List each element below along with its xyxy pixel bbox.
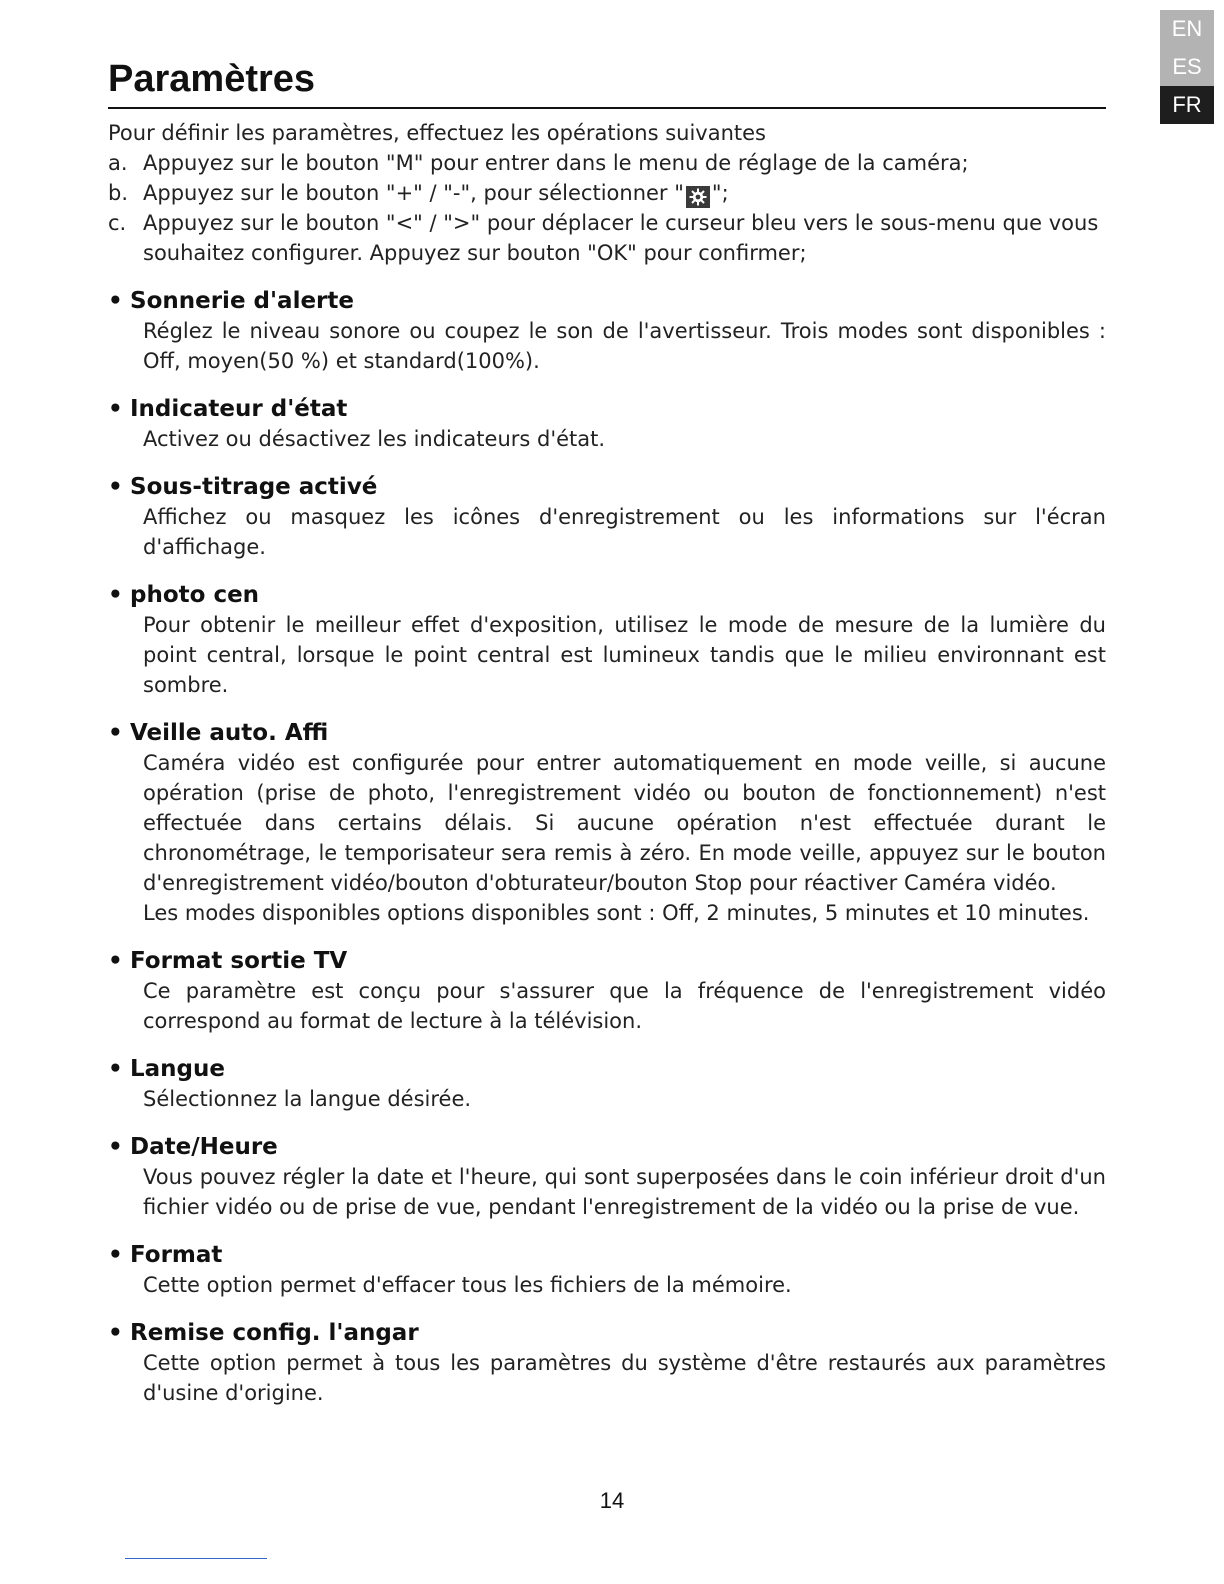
- step-text: [143, 178, 1106, 208]
- bullet-icon: •: [108, 1134, 123, 1160]
- setting-description: Réglez le niveau sonore ou coupez le son de l'avertisseur. Trois modes sont disponibles : Off, moyen(50 %) et standard(100%).: [143, 319, 1106, 373]
- setting-heading: [108, 472, 1106, 502]
- language-tab-es[interactable]: ES: [1160, 48, 1214, 86]
- setting-heading: [108, 1240, 1106, 1270]
- steps-list: [108, 148, 1106, 268]
- footer-divider: [125, 1558, 267, 1559]
- step-marker: b.: [108, 181, 129, 205]
- bullet-icon: •: [108, 396, 123, 422]
- setting-section: [108, 718, 1106, 928]
- setting-section: [108, 472, 1106, 562]
- setting-section: [108, 580, 1106, 700]
- settings-list: [108, 286, 1106, 1408]
- setting-section: [108, 1132, 1106, 1222]
- step-text-before: Appuyez sur le bouton "+" / "-", pour sélectionner ": [143, 181, 684, 205]
- page-content: [108, 118, 1106, 1426]
- intro-text: Pour définir les paramètres, effectuez les opérations suivantes: [108, 121, 766, 145]
- setting-title: Format: [130, 1242, 223, 1268]
- setting-heading: [108, 1318, 1106, 1348]
- setting-description: Affichez ou masquez les icônes d'enregistrement ou les informations sur l'écran d'affichage.: [143, 505, 1106, 559]
- setting-title: Format sortie TV: [130, 948, 348, 974]
- setting-heading: [108, 946, 1106, 976]
- setting-section: [108, 946, 1106, 1036]
- step-c: [108, 208, 1106, 268]
- setting-description: Pour obtenir le meilleur effet d'exposition, utilisez le mode de mesure de la lumière du point central, lorsque le point central est lumineux tandis que le milieu environnant est sombre.: [143, 613, 1106, 697]
- setting-section: [108, 1318, 1106, 1408]
- setting-title: Sonnerie d'alerte: [130, 288, 354, 314]
- language-tabs: [1160, 10, 1214, 124]
- step-text: Appuyez sur le bouton "<" / ">" pour déplacer le curseur bleu vers le sous-menu que vous souhaitez configurer. Appuyez sur bouton "OK" pour confirmer;: [143, 211, 1099, 265]
- setting-section: [108, 1054, 1106, 1114]
- language-tab-fr[interactable]: FR: [1160, 86, 1214, 124]
- setting-section: [108, 394, 1106, 454]
- bullet-icon: •: [108, 720, 123, 746]
- bullet-icon: •: [108, 288, 123, 314]
- step-b: [108, 178, 1106, 208]
- step-marker: c.: [108, 211, 127, 235]
- title-divider: [108, 107, 1106, 109]
- setting-title: Remise config. l'angar: [130, 1320, 419, 1346]
- step-text: Appuyez sur le bouton "M" pour entrer dans le menu de réglage de la caméra;: [143, 151, 969, 175]
- setting-title: Indicateur d'état: [130, 396, 348, 422]
- setting-description: Cette option permet à tous les paramètres du système d'être restaurés aux paramètres d'usine d'origine.: [143, 1351, 1106, 1405]
- step-a: [108, 148, 1106, 178]
- page-title: Paramètres: [108, 58, 316, 100]
- setting-title: Veille auto. Affi: [130, 720, 329, 746]
- setting-description: Caméra vidéo est configurée pour entrer automatiquement en mode veille, si aucune opération (prise de photo, l'enregistrement vidéo ou bouton de fonctionnement) n'est effectuée dans certains délais. Si aucune opération n'est effectuée durant le chronométrage, le temporisateur sera remis à zéro. En mode veille, appuyez sur le bouton d'enregistrement vidéo/bouton d'obturateur/bouton Stop pour réactiver Caméra vidéo.: [143, 751, 1106, 895]
- setting-heading: [108, 1132, 1106, 1162]
- setting-description: Vous pouvez régler la date et l'heure, qui sont superposées dans le coin inférieur droit d'un fichier vidéo ou de prise de vue, pendant l'enregistrement de la vidéo ou la prise de vue.: [143, 1165, 1106, 1219]
- bullet-icon: •: [108, 582, 123, 608]
- setting-section: [108, 1240, 1106, 1300]
- setting-description: Sélectionnez la langue désirée.: [143, 1087, 472, 1111]
- language-tab-en[interactable]: EN: [1160, 10, 1214, 48]
- bullet-icon: •: [108, 1320, 123, 1346]
- setting-description: Cette option permet d'effacer tous les fichiers de la mémoire.: [143, 1273, 792, 1297]
- setting-heading: [108, 718, 1106, 748]
- bullet-icon: •: [108, 474, 123, 500]
- setting-description: Ce paramètre est conçu pour s'assurer que la fréquence de l'enregistrement vidéo correspond au format de lecture à la télévision.: [143, 979, 1106, 1033]
- bullet-icon: •: [108, 1242, 123, 1268]
- setting-heading: [108, 394, 1106, 424]
- setting-heading: [108, 580, 1106, 610]
- bullet-icon: •: [108, 948, 123, 974]
- step-text-after: ";: [711, 181, 729, 205]
- setting-title: Langue: [130, 1056, 225, 1082]
- setting-heading: [108, 1054, 1106, 1084]
- setting-section: [108, 286, 1106, 376]
- setting-title: Date/Heure: [130, 1134, 278, 1160]
- page-number: 14: [599, 1488, 625, 1513]
- setting-description: Les modes disponibles options disponibles sont : Off, 2 minutes, 5 minutes et 10 minutes.: [143, 901, 1090, 925]
- setting-description: Activez ou désactivez les indicateurs d'état.: [143, 427, 606, 451]
- step-marker: a.: [108, 151, 128, 175]
- setting-title: Sous-titrage activé: [130, 474, 378, 500]
- setting-heading: [108, 286, 1106, 316]
- settings-gear-icon: [686, 186, 710, 208]
- setting-title: photo cen: [130, 582, 260, 608]
- bullet-icon: •: [108, 1056, 123, 1082]
